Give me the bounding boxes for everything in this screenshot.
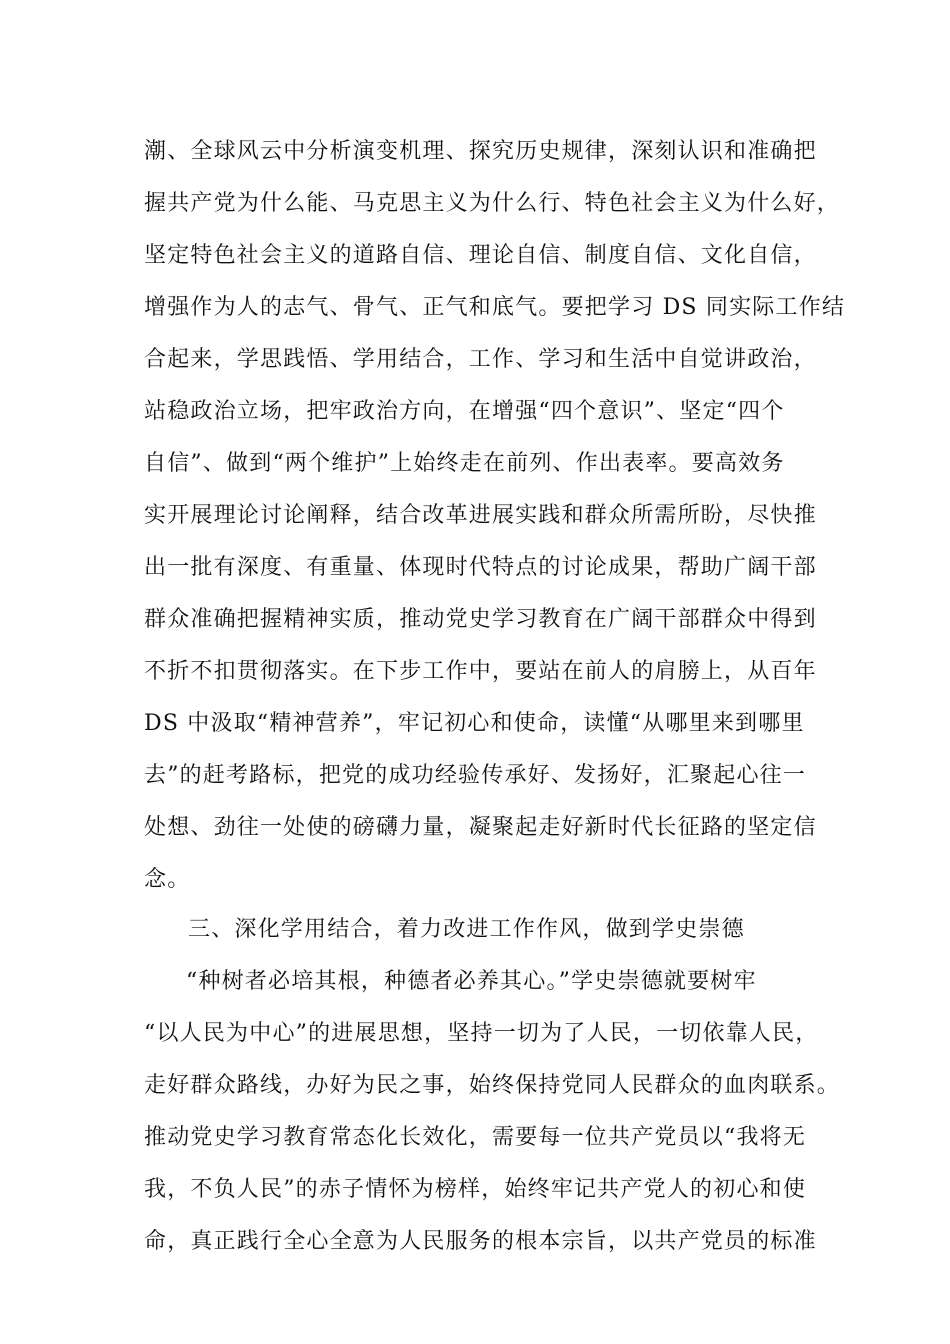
body-text-line: “种树者必培其根，种德者必养其心。”学史崇德就要树牢 [186,969,757,994]
body-text-line: 群众准确把握精神实质，推动党史学习教育在广阔干部群众中得到 [144,607,817,632]
body-text-line: 我，不负人民”的赤子情怀为榜样，始终牢记共产党人的初心和使 [144,1177,807,1202]
section-heading: 三、深化学用结合，着力改进工作作风，做到学史崇德 [188,917,745,942]
body-text-line: 处想、劲往一处使的磅礴力量，凝聚起走好新时代长征路的坚定信 [144,815,817,840]
body-text-line: 握共产党为什么能、马克思主义为什么行、特色社会主义为什么好， [144,191,841,216]
body-text-line: 潮、全球风云中分析演变机理、探究历史规律，深刻认识和准确把 [144,139,817,164]
body-text-line: 实开展理论讨论阐释，结合改革进展实践和群众所需所盼，尽快推 [144,503,817,528]
body-text-line: 念。 [144,867,191,892]
body-text-line: DS 中汲取“精神营养”，牢记初心和使命，读懂“从哪里来到哪里 [144,711,805,736]
body-text-line: 增强作为人的志气、骨气、正气和底气。要把学习 DS 同实际工作结 [144,295,846,320]
body-text-line: 合起来，学思践悟、学用结合，工作、学习和生活中自觉讲政治， [144,347,817,372]
body-text-line: 不折不扣贯彻落实。在下步工作中，要站在前人的肩膀上，从百年 [144,659,817,684]
body-text-line: 推动党史学习教育常态化长效化，需要每一位共产党员以“我将无 [144,1125,807,1150]
body-text-line: 出一批有深度、有重量、体现时代特点的讨论成果，帮助广阔干部 [144,555,817,580]
body-text-line: 走好群众路线，办好为民之事，始终保持党同人民群众的血肉联系。 [144,1073,841,1098]
body-text-line: 去”的赶考路标，把党的成功经验传承好、发扬好，汇聚起心往一 [144,763,807,788]
body-text-line: 命，真正践行全心全意为人民服务的根本宗旨，以共产党员的标准 [144,1229,817,1254]
body-text-line: 坚定特色社会主义的道路自信、理论自信、制度自信、文化自信， [144,243,817,268]
body-text-line: 站稳政治立场，把牢政治方向，在增强“四个意识”、坚定“四个 [144,399,785,424]
body-text-line: 自信”、做到“两个维护”上始终走在前列、作出表率。要高效务 [144,451,785,476]
body-text-line: “以人民为中心”的进展思想，坚持一切为了人民，一切依靠人民， [144,1021,819,1046]
